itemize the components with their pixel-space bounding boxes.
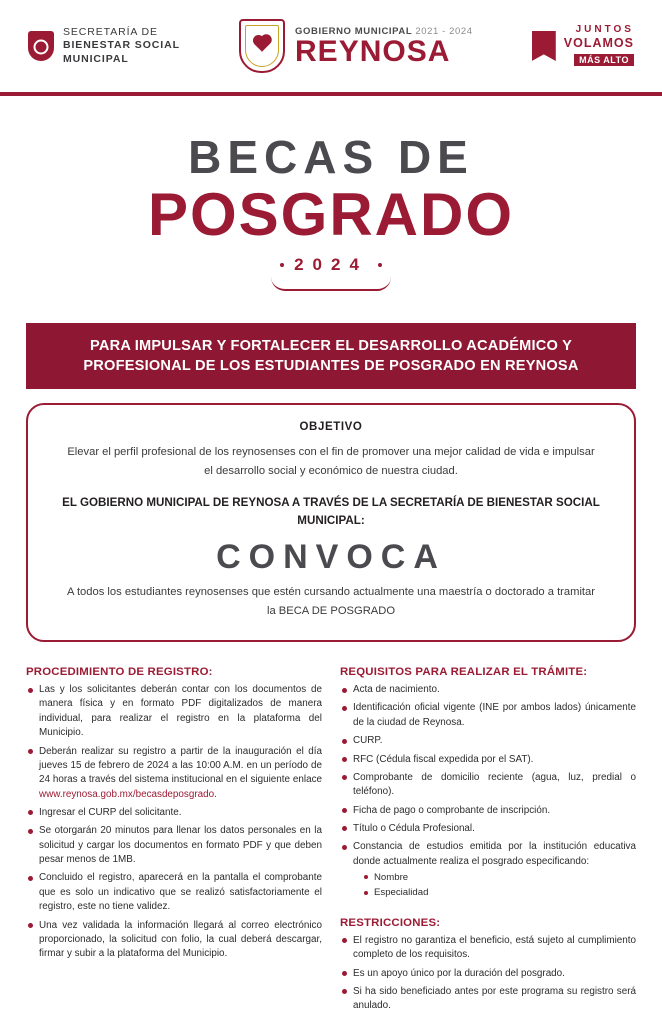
column-requisitos (340, 666, 636, 1018)
title-line1: BECAS DE (188, 131, 474, 183)
list-item: RFC (Cédula fiscal expedida por el SAT). (340, 753, 636, 767)
gobierno-city: REYNOSA (295, 34, 451, 68)
flag-icon (532, 31, 556, 61)
objetivo-footer: A todos los estudiantes reynosenses que estén cursando actualmente una maestría o doctorado a tramitar la BECA DE POSGRADO (67, 586, 595, 617)
dot-right-icon (378, 263, 382, 267)
list-item: Título o Cédula Profesional. (340, 822, 636, 836)
slogan-line3: MÁS ALTO (574, 54, 634, 66)
sub-list-item: Especialidad (363, 886, 636, 900)
reynosa-shield-icon (239, 19, 285, 73)
banner-text: PARA IMPULSAR Y FORTALECER EL DESARROLLO ACADÉMICO Y PROFESIONAL DE LOS ESTUDIANTES DE POSGRADO EN REYNOSA (26, 323, 636, 389)
list-item: Acta de nacimiento. (340, 683, 636, 697)
sub-list-item: Nombre (363, 871, 636, 885)
list-item: Se otorgarán 20 minutos para llenar los datos personales en la solicitud y cargar los documentos en formato PDF y que deben pesar menos de 1MB. (26, 824, 322, 867)
convoca-word: CONVOCA (216, 538, 446, 577)
restricciones-list (340, 934, 636, 1014)
secretaria-line2: BIENESTAR SOCIAL (63, 39, 180, 52)
requisitos-list (340, 683, 636, 901)
procedimiento-item2-text: Deberán realizar su registro a partir de la inauguración el día jueves 15 de febrero de 2024 a las 10:00 A.M. en un período de 24 horas a través del sistema institucional en el siguiente enlace (39, 745, 322, 786)
registro-link[interactable]: www.reynosa.gob.mx/becasdeposgrado. (39, 788, 217, 800)
objetivo-subheading: EL GOBIERNO MUNICIPAL DE REYNOSA A TRAVÉS DE LA SECRETARÍA DE BIENESTAR SOCIAL MUNICIPAL: (62, 496, 600, 528)
logo-secretaria (28, 26, 180, 65)
secretaria-shield-icon (28, 31, 54, 61)
objetivo-heading: OBJETIVO (299, 421, 363, 434)
content-columns (0, 642, 662, 1018)
requisitos-heading: REQUISITOS PARA REALIZAR EL TRÁMITE: (340, 666, 588, 679)
secretaria-line3: MUNICIPAL (63, 52, 129, 65)
gobierno-years: 2021 - 2024 (415, 25, 473, 37)
procedimiento-list (26, 683, 322, 961)
title-line2: POSGRADO (147, 181, 515, 248)
restricciones-heading: RESTRICCIONES: (340, 916, 441, 929)
list-item: Ficha de pago o comprobante de inscripción. (340, 804, 636, 818)
gobierno-label: GOBIERNO MUNICIPAL (295, 25, 413, 37)
title-year: 2024 (294, 255, 368, 274)
secretaria-line1: SECRETARÍA DE (63, 26, 158, 39)
slogan-line2: VOLAMOS (563, 35, 634, 50)
list-item: Una vez validada la información llegará al correo electrónico proporcionado, la solicitud con folio, la cual deberá descargar, firmar y subir a la plataforma del Municipio. (26, 919, 322, 962)
slogan-line1: JUNTOS (575, 24, 634, 36)
requisitos-sublist (353, 871, 636, 901)
column-procedimiento (26, 666, 322, 1018)
list-item: Identificación oficial vigente (INE por ambos lados) únicamente de la ciudad de Reynosa. (340, 701, 636, 730)
list-item: Las y los solicitantes deberán contar con los documentos de manera física y en formato PDF digitalizados de manera individual, para realizar el registro en la plataforma del Municipio. (26, 683, 322, 740)
procedimiento-heading: PROCEDIMIENTO DE REGISTRO: (26, 666, 213, 679)
list-item: Si ha sido beneficiado antes por este programa su registro será anulado. (340, 985, 636, 1014)
list-item: CURP. (340, 734, 636, 748)
header (0, 0, 662, 92)
dot-left-icon (280, 263, 284, 267)
logo-gobierno (239, 19, 473, 73)
list-item: Ingresar el CURP del solicitante. (26, 806, 322, 820)
logo-slogan (532, 24, 634, 67)
title-year-row (0, 255, 662, 275)
objetivo-paragraph: Elevar el perfil profesional de los reynosenses con el fin de promover una mejor calidad de vida e impulsar el desarrollo social y económico de nuestra ciudad. (67, 446, 595, 477)
swoosh-decoration (271, 277, 391, 291)
title-block (0, 96, 662, 301)
list-item: El registro no garantiza el beneficio, está sujeto al cumplimiento completo de los requisitos. (340, 934, 636, 963)
list-item: Comprobante de domicilio reciente (agua, luz, predial o teléfono). (340, 771, 636, 800)
list-item (340, 840, 636, 901)
list-item: Es un apoyo único por la duración del posgrado. (340, 967, 636, 981)
requisitos-item8-text: Constancia de estudios emitida por la institución educativa donde actualmente realiza el posgrado especificando: (353, 841, 636, 867)
objetivo-card (26, 403, 636, 642)
list-item: Concluido el registro, aparecerá en la pantalla el comprobante que es solo un indicativo que se realizó satisfactoriamente el registro, este no tiene validez. (26, 871, 322, 914)
list-item (26, 745, 322, 802)
